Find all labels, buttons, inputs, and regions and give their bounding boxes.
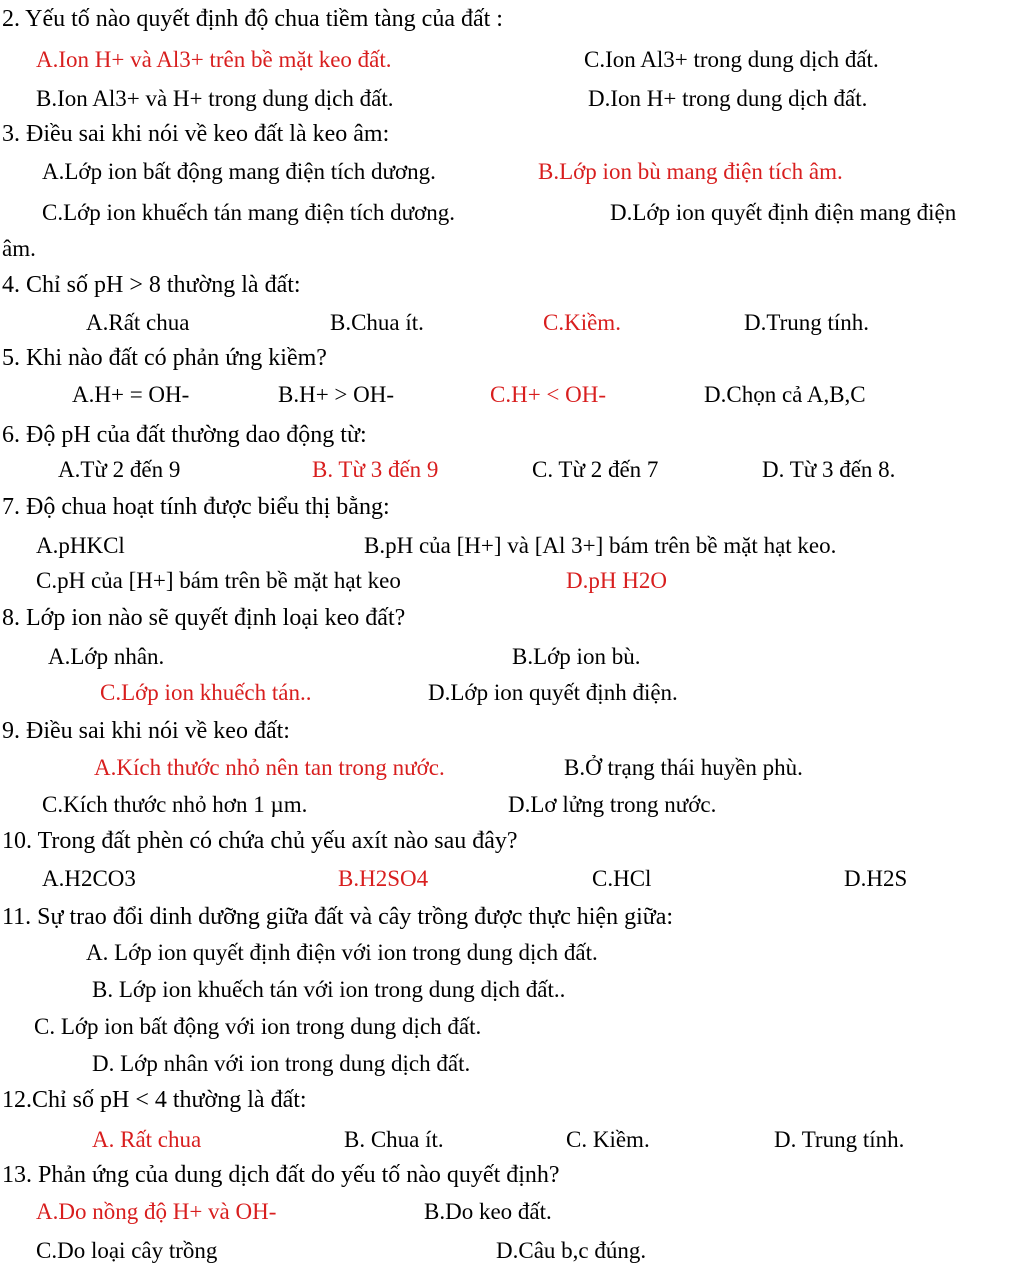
question-10-option-a: A.H2CO3 (42, 866, 136, 891)
question-7-option-d: D.pH H2O (566, 568, 667, 593)
question-7-option-c: C.pH của [H+] bám trên bề mặt hạt keo (36, 568, 401, 593)
question-2-option-d: D.Ion H+ trong dung dịch đất. (588, 86, 868, 111)
question-13-option-d: D.Câu b,c đúng. (496, 1238, 647, 1263)
question-12-option-a: A. Rất chua (92, 1127, 202, 1152)
question-8-option-c: C.Lớp ion khuếch tán.. (100, 680, 312, 705)
question-5-option-b: B.H+ > OH- (278, 382, 395, 407)
question-4-option-b: B.Chua ít. (330, 310, 424, 335)
question-3-option-d: D.Lớp ion quyết định điện mang điện (610, 200, 957, 225)
question-6-option-d: D. Từ 3 đến 8. (762, 457, 896, 482)
question-6-option-b: B. Từ 3 đến 9 (312, 457, 439, 482)
question-6-option-c: C. Từ 2 đến 7 (532, 457, 659, 482)
question-11-option-a: A. Lớp ion quyết định điện với ion trong dung dịch đất. (86, 940, 598, 965)
question-3-option-c: C.Lớp ion khuếch tán mang điện tích dương. (42, 200, 456, 225)
question-2-option-a: A.Ion H+ và Al3+ trên bề mặt keo đất. (36, 47, 392, 72)
question-7-option-b: B.pH của [H+] và [Al 3+] bám trên bề mặt hạt keo. (364, 533, 837, 558)
question-4-option-c: C.Kiềm. (543, 310, 621, 335)
question-5-option-a: A.H+ = OH- (72, 382, 190, 407)
question-9-option-a: A.Kích thước nhỏ nên tan trong nước. (94, 755, 445, 780)
question-9-option-d: D.Lơ lửng trong nước. (508, 792, 717, 817)
question-11-title: 11. Sự trao đổi dinh dưỡng giữa đất và cây trồng được thực hiện giữa: (2, 904, 674, 930)
question-10-option-d: D.H2S (844, 866, 908, 891)
question-3-title: 3. Điều sai khi nói về keo đất là keo âm: (2, 121, 390, 147)
question-8-title: 8. Lớp ion nào sẽ quyết định loại keo đất? (2, 605, 406, 631)
question-4-title: 4. Chỉ số pH > 8 thường là đất: (2, 272, 301, 298)
question-7-title: 7. Độ chua hoạt tính được biểu thị bằng: (2, 494, 390, 520)
question-10-title: 10. Trong đất phèn có chứa chủ yếu axít nào sau đây? (2, 828, 518, 854)
question-4-option-a: A.Rất chua (86, 310, 190, 335)
question-12-option-d: D. Trung tính. (774, 1127, 905, 1152)
question-9-title: 9. Điều sai khi nói về keo đất: (2, 718, 290, 744)
question-6-option-a: A.Từ 2 đến 9 (58, 457, 181, 482)
question-5-title: 5. Khi nào đất có phản ứng kiềm? (2, 345, 327, 371)
question-13-option-c: C.Do loại cây trồng (36, 1238, 218, 1263)
question-2-option-c: C.Ion Al3+ trong dung dịch đất. (584, 47, 879, 72)
question-11-option-b: B. Lớp ion khuếch tán với ion trong dung dịch đất.. (92, 977, 566, 1002)
question-12-option-b: B. Chua ít. (344, 1127, 444, 1152)
question-7-option-a: A.pHKCl (36, 533, 125, 558)
question-3-option-d-continued: âm. (2, 236, 36, 261)
question-10-option-c: C.HCl (592, 866, 652, 891)
question-12-title: 12.Chỉ số pH < 4 thường là đất: (2, 1087, 307, 1113)
question-5-option-d: D.Chọn cả A,B,C (704, 382, 866, 407)
question-13-title: 13. Phản ứng của dung dịch đất do yếu tố nào quyết định? (2, 1162, 560, 1188)
question-13-option-b: B.Do keo đất. (424, 1199, 552, 1224)
question-8-option-a: A.Lớp nhân. (48, 644, 165, 669)
question-3-option-b: B.Lớp ion bù mang điện tích âm. (538, 159, 843, 184)
question-9-option-c: C.Kích thước nhỏ hơn 1 µm. (42, 792, 308, 817)
question-11-option-c: C. Lớp ion bất động với ion trong dung dịch đất. (34, 1014, 482, 1039)
question-4-option-d: D.Trung tính. (744, 310, 870, 335)
question-6-title: 6. Độ pH của đất thường dao động từ: (2, 422, 367, 448)
question-2-title: 2. Yếu tố nào quyết định độ chua tiềm tàng của đất : (2, 6, 503, 32)
question-12-option-c: C. Kiềm. (566, 1127, 650, 1152)
question-13-option-a: A.Do nồng độ H+ và OH- (36, 1199, 277, 1224)
question-11-option-d: D. Lớp nhân với ion trong dung dịch đất. (92, 1051, 471, 1076)
question-8-option-b: B.Lớp ion bù. (512, 644, 641, 669)
question-10-option-b: B.H2SO4 (338, 866, 429, 891)
question-5-option-c: C.H+ < OH- (490, 382, 607, 407)
question-8-option-d: D.Lớp ion quyết định điện. (428, 680, 678, 705)
question-9-option-b: B.Ở trạng thái huyền phù. (564, 755, 803, 780)
question-3-option-a: A.Lớp ion bất động mang điện tích dương. (42, 159, 436, 184)
question-2-option-b: B.Ion Al3+ và H+ trong dung dịch đất. (36, 86, 394, 111)
